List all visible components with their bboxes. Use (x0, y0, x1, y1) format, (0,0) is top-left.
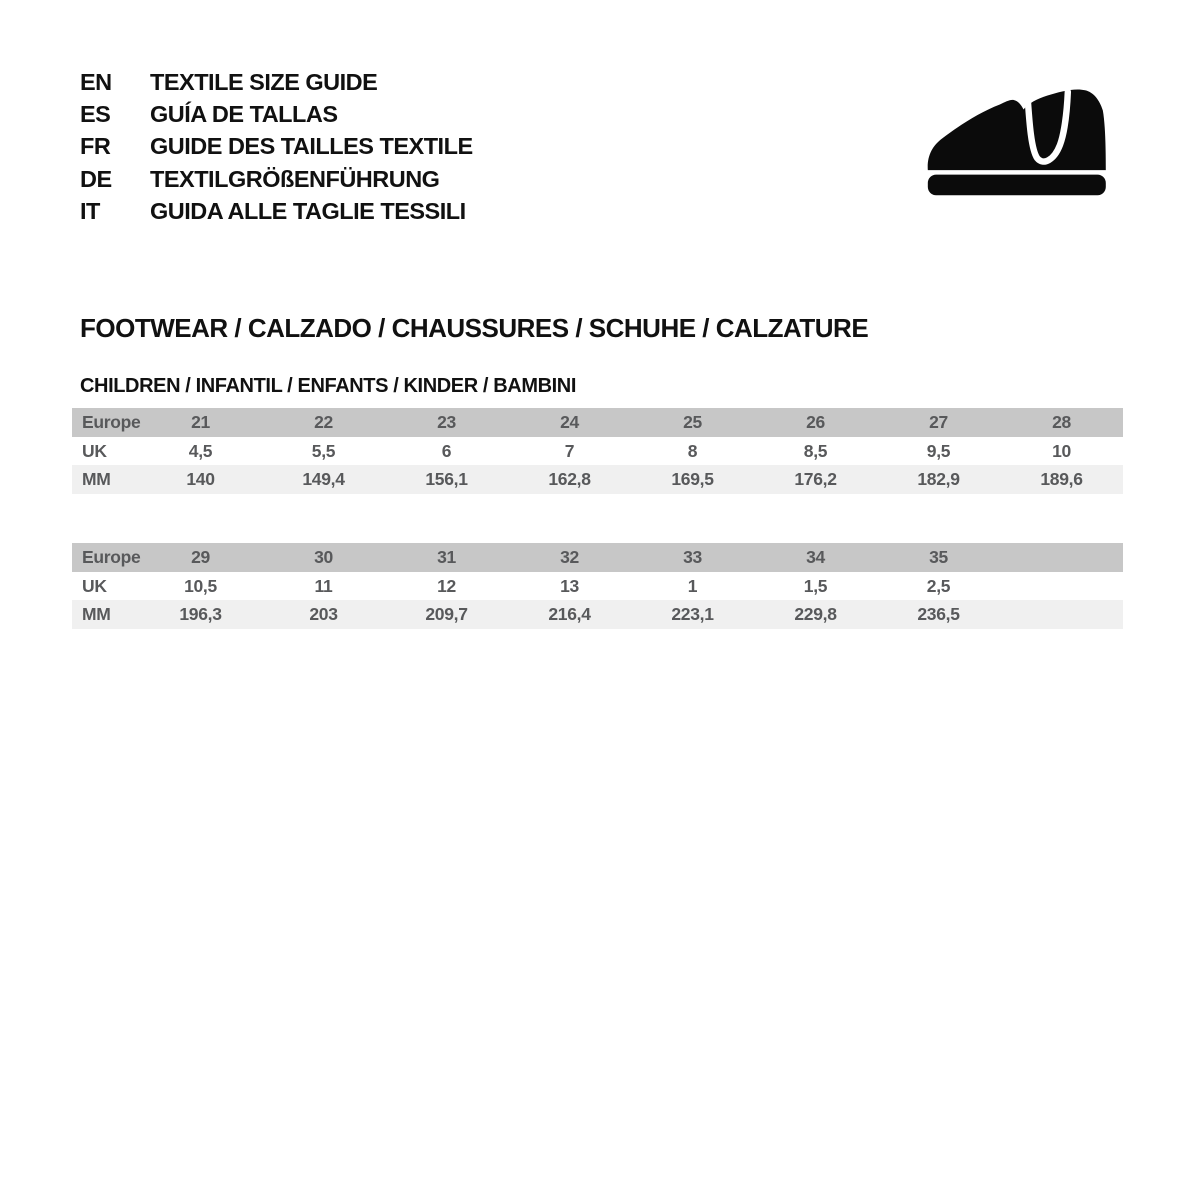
children-shoe-icon (915, 78, 1127, 210)
size-cell: 11 (314, 575, 333, 596)
section-title: FOOTWEAR / CALZADO / CHAUSSURES / SCHUHE / CALZATURE (80, 313, 869, 343)
size-cell: 4,5 (188, 440, 213, 461)
language-label: TEXTILGRÖßENFÜHRUNG (150, 165, 440, 192)
size-cell: 29 (191, 547, 210, 567)
language-code: EN (80, 68, 112, 95)
language-row-fr (80, 131, 473, 163)
size-cell: 229,8 (794, 604, 837, 624)
size-cell: 169,5 (671, 469, 714, 489)
size-cell: 7 (564, 440, 575, 461)
size-cell: 1 (687, 575, 698, 596)
row-label-uk: UK (82, 575, 107, 596)
size-cell: 5,5 (311, 440, 336, 461)
row-label-europe: Europe (82, 412, 141, 432)
size-cell: 209,7 (425, 604, 468, 624)
size-cell: 26 (806, 412, 825, 432)
language-row-de (80, 163, 473, 195)
table-row-mm (72, 600, 1123, 629)
language-label: TEXTILE SIZE GUIDE (150, 68, 378, 95)
size-cell: 223,1 (671, 604, 714, 624)
language-label: GUIDE DES TAILLES TEXTILE (150, 133, 473, 160)
size-cell: 28 (1052, 412, 1071, 432)
size-cell: 140 (186, 469, 215, 489)
size-cell: 189,6 (1040, 469, 1083, 489)
subsection-title: CHILDREN / INFANTIL / ENFANTS / KINDER / BAMBINI (80, 375, 576, 397)
size-table-1 (72, 408, 1123, 494)
size-cell: 24 (560, 412, 579, 432)
size-cell: 22 (314, 412, 333, 432)
table-row-europe (72, 408, 1123, 437)
size-cell: 10,5 (184, 575, 217, 596)
size-cell: 21 (191, 412, 210, 432)
size-cell: 12 (437, 575, 456, 596)
row-label-uk: UK (82, 440, 107, 461)
language-code: FR (80, 133, 111, 160)
size-cell: 25 (683, 412, 702, 432)
size-cell: 9,5 (926, 440, 951, 461)
size-table-2 (72, 543, 1123, 629)
size-cell: 30 (314, 547, 333, 567)
language-row-it (80, 196, 473, 228)
size-cell: 32 (560, 547, 579, 567)
language-code: IT (80, 198, 100, 225)
table-row-mm (72, 465, 1123, 494)
size-cell: 6 (441, 440, 452, 461)
size-cell: 216,4 (548, 604, 591, 624)
language-row-es (80, 98, 473, 130)
size-cell: 23 (437, 412, 456, 432)
size-cell: 8 (687, 440, 698, 461)
size-cell: 176,2 (794, 469, 837, 489)
size-cell: 203 (309, 604, 338, 624)
size-cell: 34 (806, 547, 825, 567)
size-cell: 162,8 (548, 469, 591, 489)
size-cell: 35 (929, 547, 948, 567)
size-cell: 156,1 (425, 469, 468, 489)
size-cell: 196,3 (179, 604, 222, 624)
size-cell: 33 (683, 547, 702, 567)
size-cell: 182,9 (917, 469, 960, 489)
row-label-europe: Europe (82, 547, 141, 567)
size-cell: 31 (437, 547, 456, 567)
size-cell: 2,5 (926, 575, 951, 596)
size-cell: 8,5 (803, 440, 828, 461)
size-cell: 27 (929, 412, 948, 432)
language-label: GUIDA ALLE TAGLIE TESSILI (150, 198, 466, 225)
language-label: GUÍA DE TALLAS (150, 101, 338, 128)
size-cell: 10 (1052, 440, 1071, 461)
table-row-uk (72, 572, 1123, 600)
language-row-en (80, 66, 473, 98)
size-cell: 1,5 (803, 575, 828, 596)
size-cell: 149,4 (302, 469, 345, 489)
language-title-list (80, 66, 473, 228)
table-row-uk (72, 437, 1123, 465)
table-row-europe (72, 543, 1123, 572)
row-label-mm: MM (82, 469, 111, 489)
size-cell: 13 (560, 575, 579, 596)
size-cell: 236,5 (917, 604, 960, 624)
language-code: DE (80, 165, 112, 192)
language-code: ES (80, 101, 111, 128)
row-label-mm: MM (82, 604, 111, 624)
